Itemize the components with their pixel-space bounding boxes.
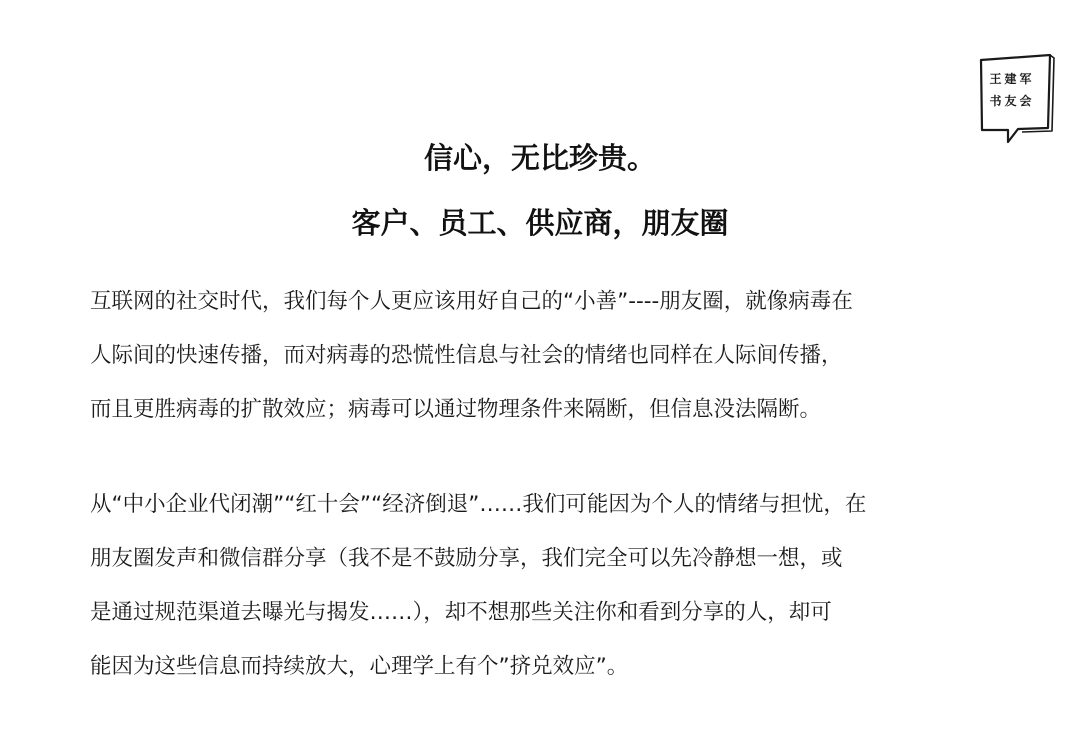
paragraph-line: 而且更胜病毒的扩散效应；病毒可以通过物理条件来隔断，但信息没法隔断。 (90, 397, 822, 422)
headline-confidence: 信心，无比珍贵。 (423, 141, 656, 175)
paragraph-bank-run-effect (90, 478, 990, 694)
logo-line-1: 王建军 (989, 72, 1035, 86)
logo-line-2: 书友会 (989, 94, 1035, 108)
paragraph-social-era (90, 275, 990, 437)
paragraph-line: 能因为这些信息而持续放大，心理学上有个”挤兑效应”。 (90, 654, 629, 679)
logo-text (978, 68, 1046, 112)
paragraph-line: 朋友圈发声和微信群分享（我不是不鼓励分享，我们完全可以先冷静想一想，或 (90, 546, 843, 571)
paragraph-line: 是通过规范渠道去曝光与揭发……），却不想那些关注你和看到分享的人，却可 (90, 600, 832, 625)
paragraph-line: 从“中小企业代闭潮”“红十会”“经济倒退”……我们可能因为个人的情绪与担忧，在 (90, 492, 867, 517)
paragraph-line: 互联网的社交时代，我们每个人更应该用好自己的“小善”----朋友圈，就像病毒在 (90, 289, 853, 314)
headline-circle: 客户、员工、供应商，朋友圈 (351, 206, 729, 240)
book-club-logo (978, 54, 1058, 146)
paragraph-line: 人际间的快速传播，而对病毒的恐慌性信息与社会的情绪也同样在人际间传播， (90, 343, 843, 368)
